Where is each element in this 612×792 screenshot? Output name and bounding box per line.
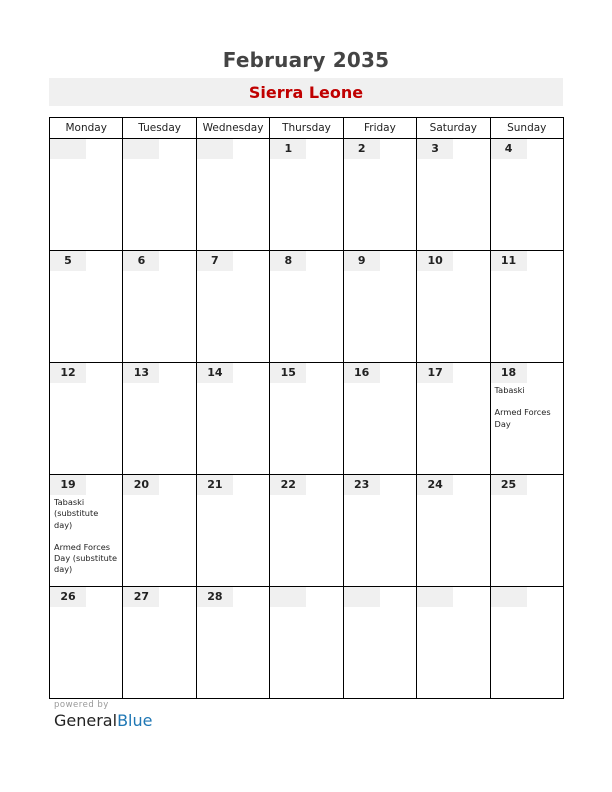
- empty-day-cell: [417, 587, 490, 699]
- day-number: 18: [491, 363, 527, 383]
- day-number: 20: [123, 475, 159, 495]
- day-cell: [343, 475, 416, 587]
- day-cell: [343, 139, 416, 251]
- day-number: 24: [417, 475, 453, 495]
- empty-day-cell: [343, 587, 416, 699]
- weekday-header: Friday: [343, 118, 416, 139]
- day-cell: [196, 363, 269, 475]
- weekday-header: Tuesday: [123, 118, 196, 139]
- day-cell: [490, 363, 563, 475]
- brand-part-blue: Blue: [117, 711, 153, 730]
- day-number: [491, 587, 527, 607]
- day-number: 4: [491, 139, 527, 159]
- day-cell: [270, 475, 343, 587]
- day-cell: [50, 587, 123, 699]
- day-number: 27: [123, 587, 159, 607]
- holiday-list: [50, 495, 122, 576]
- day-cell: [417, 139, 490, 251]
- day-cell: [270, 139, 343, 251]
- day-cell: [417, 475, 490, 587]
- weekday-header: Thursday: [270, 118, 343, 139]
- holiday-label: Armed Forces Day: [494, 407, 551, 429]
- day-number: [417, 587, 453, 607]
- day-cell: [270, 251, 343, 363]
- empty-day-cell: [270, 587, 343, 699]
- weekday-header: Sunday: [490, 118, 563, 139]
- day-number: [123, 139, 159, 159]
- day-number: [50, 139, 86, 159]
- week-row: [50, 587, 564, 699]
- day-number: [344, 587, 380, 607]
- day-number: 12: [50, 363, 86, 383]
- day-number: 2: [344, 139, 380, 159]
- day-cell: [196, 587, 269, 699]
- empty-day-cell: [50, 139, 123, 251]
- day-number: 1: [270, 139, 306, 159]
- footer: [54, 700, 152, 730]
- powered-by-label: powered by: [54, 700, 109, 710]
- day-number: 26: [50, 587, 86, 607]
- week-row: [50, 363, 564, 475]
- day-cell: [123, 587, 196, 699]
- day-number: 22: [270, 475, 306, 495]
- day-cell: [196, 475, 269, 587]
- day-cell: [490, 251, 563, 363]
- brand-logo: [54, 711, 152, 730]
- weekday-header: Monday: [50, 118, 123, 139]
- day-number: 3: [417, 139, 453, 159]
- day-cell: [123, 475, 196, 587]
- day-cell: [50, 251, 123, 363]
- holiday-list: [491, 383, 563, 430]
- holiday-label: Armed Forces Day (substitute day): [54, 541, 118, 575]
- day-number: 5: [50, 251, 86, 271]
- day-number: 19: [50, 475, 86, 495]
- day-number: 6: [123, 251, 159, 271]
- day-number: 28: [197, 587, 233, 607]
- day-number: 14: [197, 363, 233, 383]
- day-number: 25: [491, 475, 527, 495]
- day-cell: [343, 251, 416, 363]
- country-name: Sierra Leone: [248, 83, 364, 102]
- week-row: [50, 475, 564, 587]
- day-cell: [123, 363, 196, 475]
- day-number: 7: [197, 251, 233, 271]
- week-row: [50, 251, 564, 363]
- day-number: 8: [270, 251, 306, 271]
- day-cell: [490, 475, 563, 587]
- calendar-body: [50, 139, 564, 699]
- holiday-label: Tabaski (substitute day): [54, 497, 99, 530]
- day-cell: [490, 139, 563, 251]
- day-number: 16: [344, 363, 380, 383]
- page-title: February 2035: [222, 48, 390, 72]
- empty-day-cell: [123, 139, 196, 251]
- day-number: [270, 587, 306, 607]
- day-cell: [417, 251, 490, 363]
- day-number: 11: [491, 251, 527, 271]
- holiday-label: Tabaski: [494, 385, 525, 395]
- day-cell: [417, 363, 490, 475]
- day-number: 21: [197, 475, 233, 495]
- day-number: 10: [417, 251, 453, 271]
- day-number: 13: [123, 363, 159, 383]
- weekday-header: Saturday: [417, 118, 490, 139]
- empty-day-cell: [490, 587, 563, 699]
- day-cell: [343, 363, 416, 475]
- brand-part-general: General: [54, 711, 118, 730]
- calendar-grid: [49, 117, 564, 699]
- day-cell: [50, 363, 123, 475]
- weekday-header: Wednesday: [196, 118, 269, 139]
- country-banner: [49, 78, 563, 106]
- weekday-header-row: [50, 118, 564, 139]
- day-cell: [196, 251, 269, 363]
- empty-day-cell: [196, 139, 269, 251]
- day-cell: [270, 363, 343, 475]
- day-number: [197, 139, 233, 159]
- day-number: 15: [270, 363, 306, 383]
- day-cell: [50, 475, 123, 587]
- day-cell: [123, 251, 196, 363]
- day-number: 17: [417, 363, 453, 383]
- day-number: 9: [344, 251, 380, 271]
- week-row: [50, 139, 564, 251]
- day-number: 23: [344, 475, 380, 495]
